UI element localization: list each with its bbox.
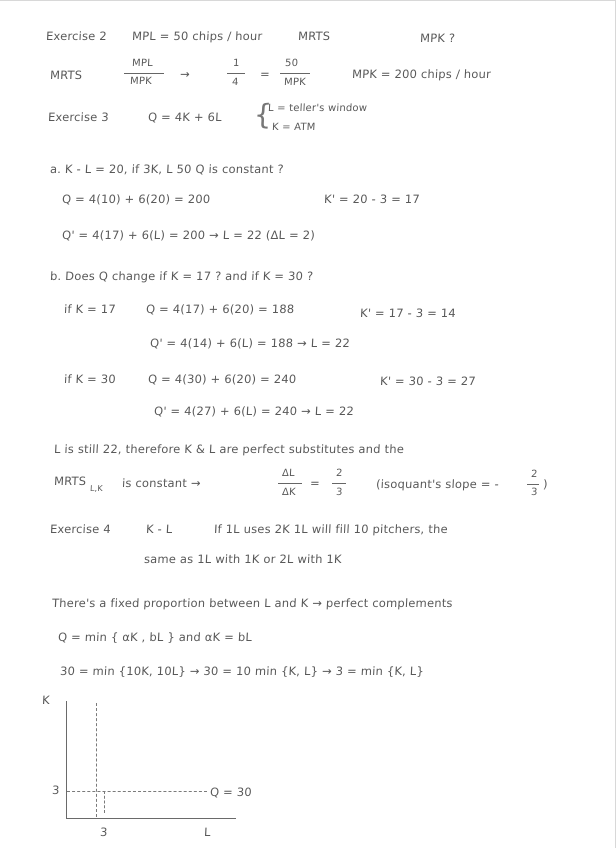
ex3-eq: Q = 4K + 6L [147, 110, 223, 124]
mrts-frac-line-3 [280, 73, 310, 74]
ex4-l2: same as 1L with 1K or 2L with 1K [143, 552, 343, 566]
conclusion-eq: = [309, 476, 321, 490]
part-b-l3a: if K = 30 [63, 372, 117, 386]
ex2-mpk-q: MPK ? [419, 31, 456, 45]
mrts-lhs: MRTS [49, 68, 83, 82]
conclusion-frac-line [278, 483, 302, 484]
conclusion-three: 3 [335, 487, 343, 498]
conclusion-mrts-sub: L,K [89, 484, 104, 493]
ex3-brace-k: K = ATM [271, 122, 316, 133]
fixed-l1: There's a fixed proportion between L and K → perfect complements [51, 596, 454, 610]
mrts-num: MPL [131, 58, 154, 69]
mrts-frac-line [124, 73, 164, 74]
conclusion-slope: (isoquant's slope = - [375, 477, 500, 491]
part-b-l3c: K' = 30 - 3 = 27 [379, 374, 477, 388]
graph-isoquant-horizontal [67, 791, 207, 792]
mrts-mpk: MPK [283, 77, 307, 88]
fixed-l3: 30 = min {10K, 10L} → 30 = 10 min {K, L} → 3 = min {K, L} [59, 664, 425, 678]
ex4-title: Exercise 4 [49, 522, 112, 536]
conclusion-frac-line-2 [332, 483, 346, 484]
mrts-four: 4 [231, 77, 239, 88]
mrts-den: MPK [129, 76, 153, 87]
graph-x-axis [66, 818, 236, 819]
mrts-eq: = [259, 67, 271, 81]
graph-three-y: 3 [51, 783, 60, 797]
conclusion-slope-den: 3 [530, 487, 538, 498]
part-a-l1b: K' = 20 - 3 = 17 [323, 192, 421, 206]
mrts-one: 1 [232, 58, 240, 69]
ex3-brace: { [253, 98, 273, 131]
part-b-l2: Q' = 4(14) + 6(L) = 188 → L = 22 [149, 336, 351, 350]
part-a-l2: Q' = 4(17) + 6(L) = 200 → L = 22 (ΔL = 2) [61, 228, 316, 242]
ex2-mrts: MRTS [297, 29, 331, 43]
conclusion-slope-num: 2 [530, 469, 538, 480]
part-a-l1: Q = 4(10) + 6(20) = 200 [61, 192, 211, 206]
part-b-l4: Q' = 4(27) + 6(L) = 240 → L = 22 [153, 404, 355, 418]
graph-y-axis [66, 701, 67, 819]
fixed-l2: Q = min { αK , bL } and αK = bL [57, 630, 253, 644]
graph-k-label: K [41, 693, 51, 707]
ex3-brace-l: L = teller's window [267, 103, 368, 114]
graph-three-x: 3 [99, 825, 108, 839]
conclusion-l1: L is still 22, therefore K & L are perfect substitutes and the [53, 442, 405, 456]
ex4-kl: K - L [145, 522, 173, 536]
ex3-title: Exercise 3 [47, 110, 110, 124]
graph-isoquant-vertical [96, 703, 97, 817]
mrts-50: 50 [284, 58, 299, 69]
part-b-l3b: Q = 4(30) + 6(20) = 240 [147, 372, 297, 386]
part-b-l1b: Q = 4(17) + 6(20) = 188 [145, 302, 295, 316]
part-b-l1a: if K = 17 [63, 302, 117, 316]
graph-q-label: Q = 30 [209, 785, 253, 799]
conclusion-two: 2 [335, 468, 343, 479]
mrts-frac-line-2 [227, 73, 245, 74]
conclusion-dk: ΔK [281, 487, 297, 498]
graph-l-label: L [203, 825, 212, 839]
part-b-question: b. Does Q change if K = 17 ? and if K = 30 ? [49, 269, 314, 283]
part-b-l1c: K' = 17 - 3 = 14 [359, 306, 457, 320]
conclusion-constant: is constant → [121, 476, 202, 490]
ex2-title: Exercise 2 [45, 29, 108, 43]
conclusion-slope-end: ) [542, 477, 549, 491]
graph-guide-vertical [104, 791, 105, 813]
conclusion-frac-line-3 [527, 484, 539, 485]
part-a-question: a. K - L = 20, if 3K, L 50 Q is constant ? [49, 162, 285, 176]
ex2-mpl: MPL = 50 chips / hour [131, 29, 263, 43]
ex4-l1: If 1L uses 2K 1L will fill 10 pitchers, the [213, 522, 449, 536]
mrts-arrow: → [179, 67, 191, 81]
conclusion-mrts: MRTS [53, 474, 87, 488]
mrts-result: MPK = 200 chips / hour [351, 67, 492, 81]
conclusion-dl: ΔL [281, 468, 296, 479]
